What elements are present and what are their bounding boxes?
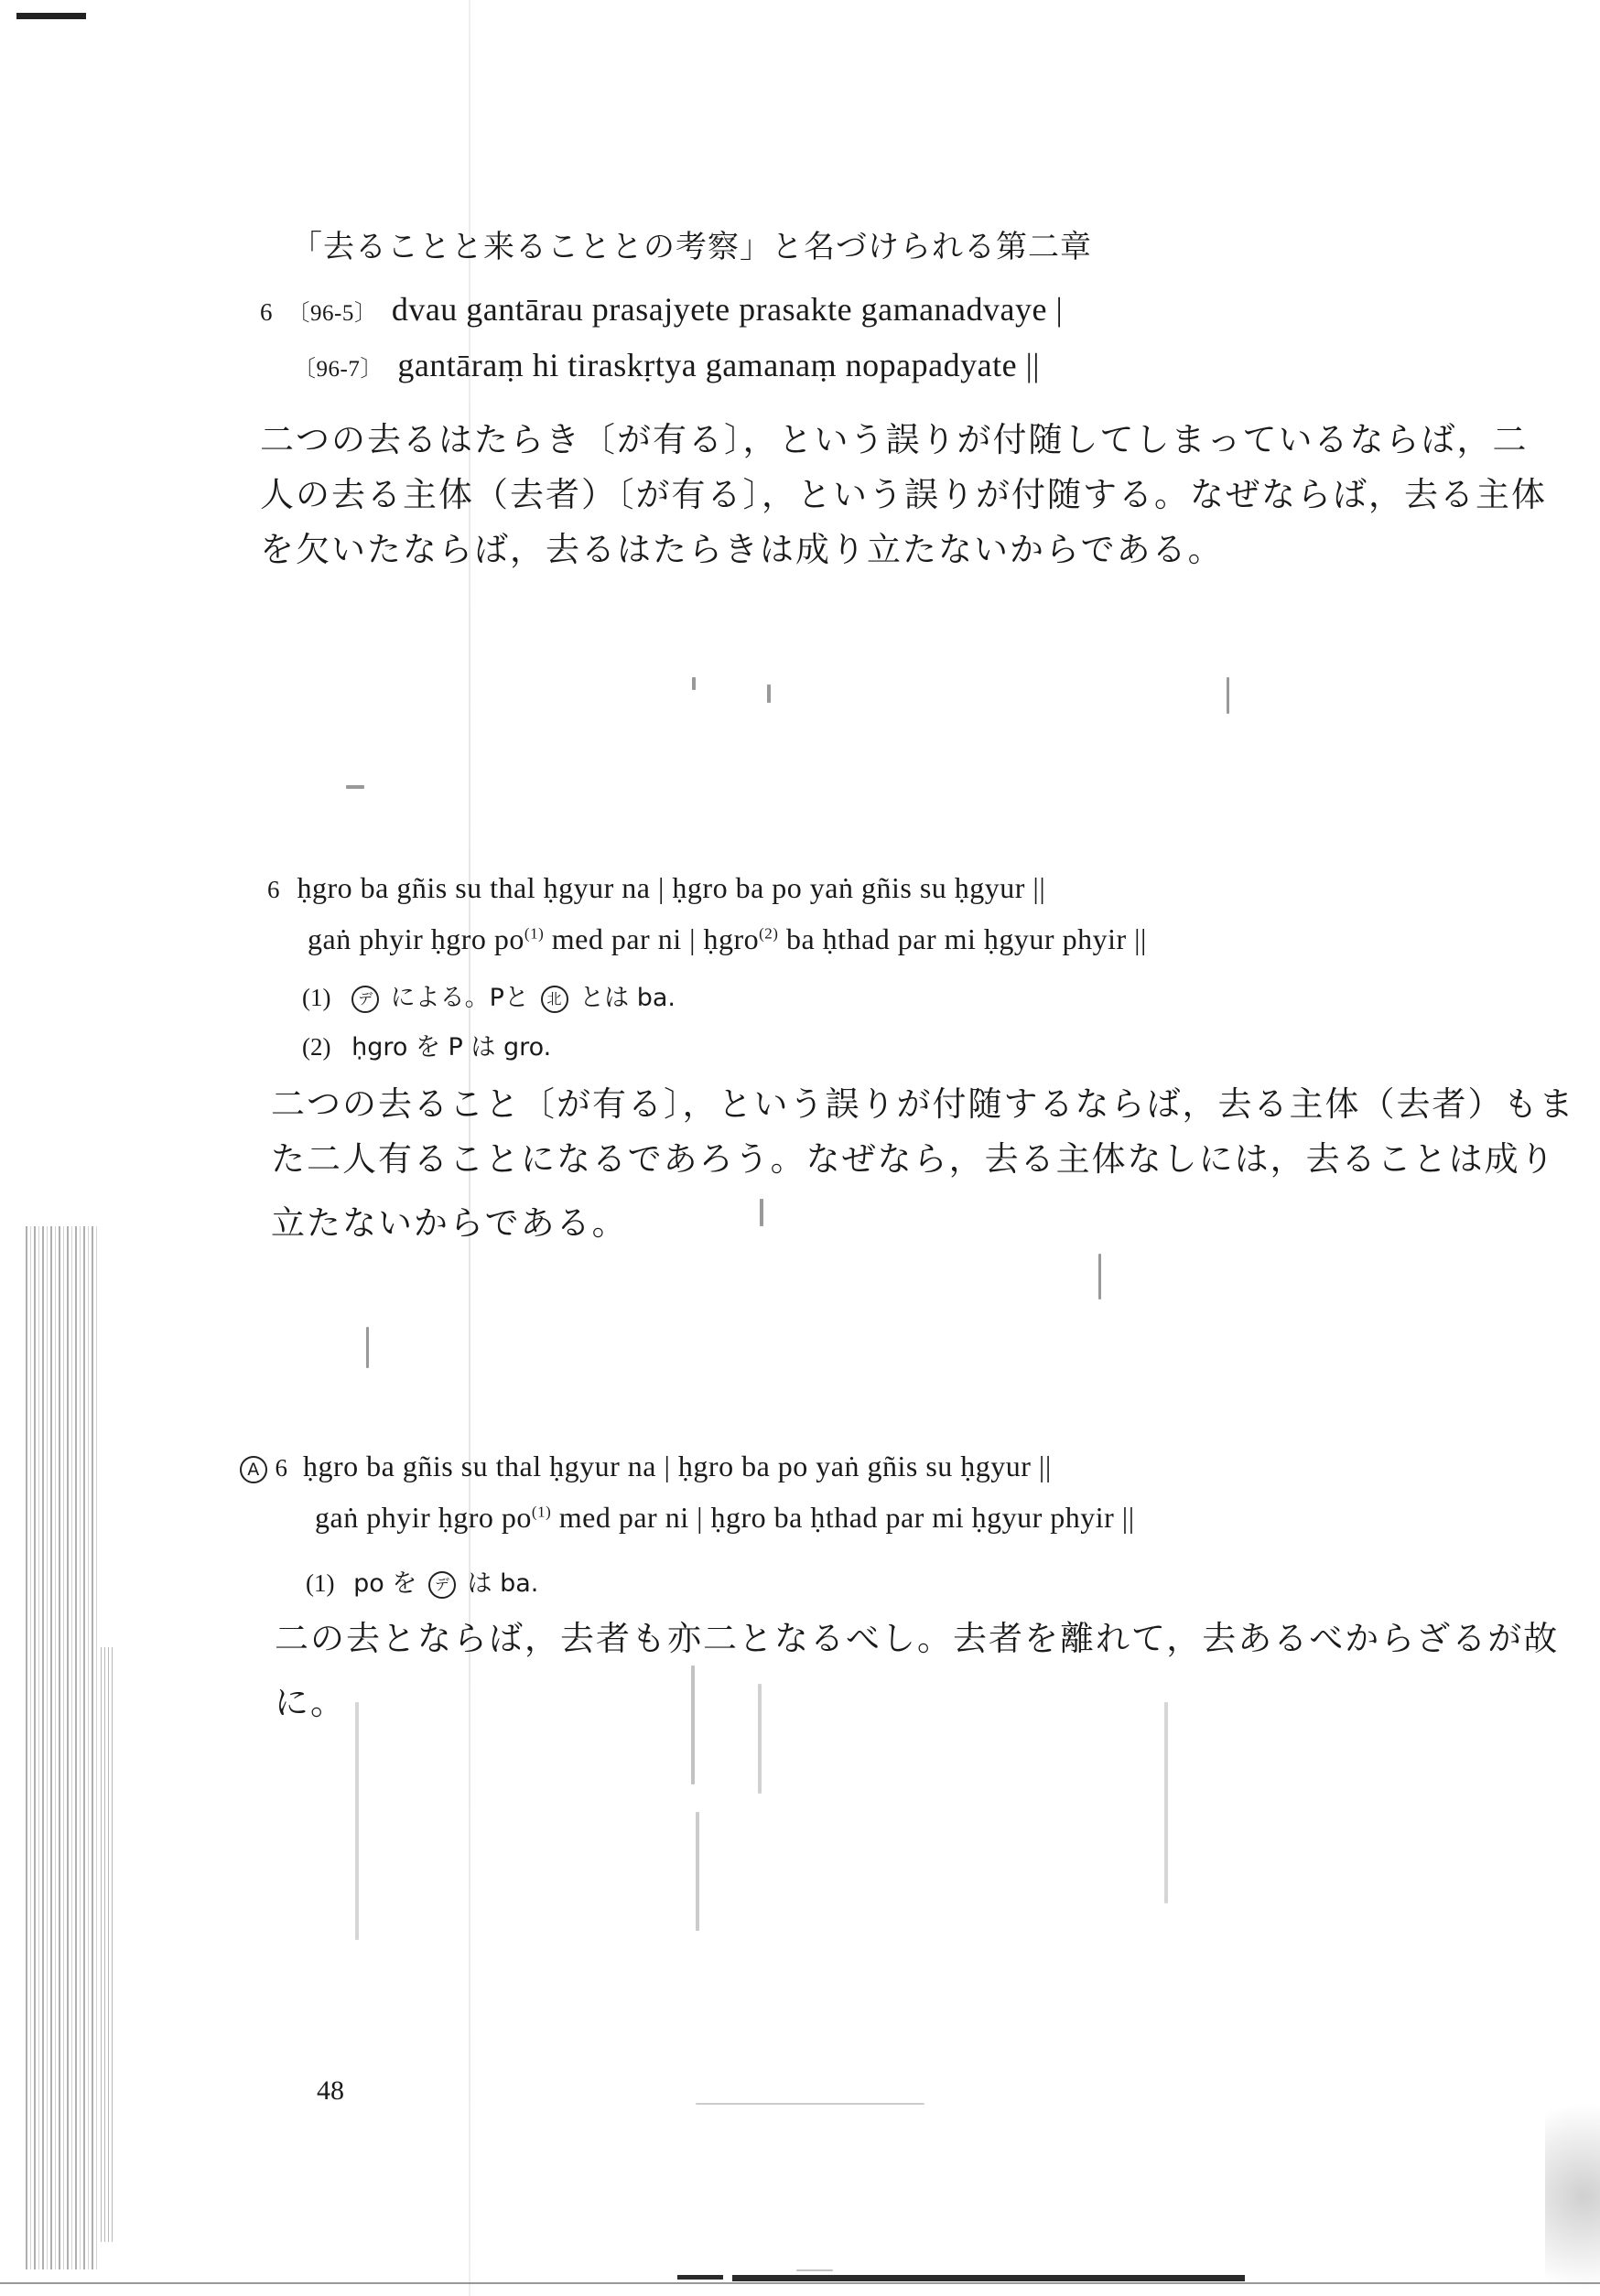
- scan-bottom-rule: [0, 2282, 1600, 2284]
- footnote-1: [306, 1563, 538, 1599]
- sanskrit-line-1: [260, 290, 1063, 329]
- scan-speck: [1227, 677, 1229, 714]
- tibetan-text: gaṅ phyir ḥgro po: [308, 922, 524, 955]
- footnote-ref: (1): [524, 924, 545, 943]
- scan-speck: [796, 2269, 833, 2271]
- footnote-text: po を: [353, 1569, 417, 1598]
- scan-speck: [760, 1199, 763, 1226]
- scan-speck: [1164, 1702, 1168, 1903]
- translation-line: 人の去る主体（去者）〔が有る〕，という誤りが付随する。なぜならば，去る主体: [260, 475, 1547, 514]
- translation-line: 二つの去るはたらき〔が有る〕，という誤りが付随してしまっているならば，二: [260, 420, 1529, 459]
- footnote-2: [302, 1027, 551, 1062]
- scan-edge-shadow: [101, 1647, 114, 2242]
- translation-line: た二人有ることになるであろう。なぜなら，去る主体なしには，去ることは成り: [271, 1139, 1556, 1179]
- scan-speck: [692, 677, 696, 690]
- verse-number: 6: [267, 876, 280, 903]
- scan-speck: [691, 1665, 695, 1784]
- scan-mark: [16, 13, 86, 19]
- alt-tibetan-line-2: [315, 1501, 1135, 1535]
- scan-bottom-bar: [677, 2275, 723, 2280]
- tibetan-text: ḥgro ba gñis su thal ḥgyur na | ḥgro ba po yaṅ gñis su ḥgyur ||: [297, 871, 1046, 904]
- translation-line: 立たないからである。: [271, 1203, 628, 1243]
- tibetan-text: med par ni | ḥgro: [544, 922, 760, 955]
- tibetan-text: med par ni | ḥgro ba ḥthad par mi ḥgyur phyir ||: [551, 1501, 1135, 1534]
- page-number: 48: [317, 2075, 344, 2106]
- circled-siglum: デ: [351, 986, 379, 1013]
- sanskrit-text: gantāraṃ hi tiraskṛtya gamanaṃ nopapadyate ||: [397, 347, 1040, 383]
- tibetan-line-1: [267, 871, 1045, 905]
- verse-reference: 〔96-5〕: [286, 301, 378, 326]
- scan-speck: [758, 1684, 762, 1794]
- scan-speck: [355, 1702, 359, 1940]
- verse-number: 6: [275, 1454, 288, 1482]
- verse-reference: 〔96-7〕: [293, 357, 384, 382]
- footnote-ref: (2): [759, 924, 779, 943]
- chapter-title: 「去ることと来ることとの考察」と名づけられる第二章: [291, 229, 1092, 265]
- translation-line: 二つの去ること〔が有る〕，という誤りが付随するならば，去る主体（去者）もま: [271, 1084, 1575, 1124]
- sanskrit-text: dvau gantārau prasajyete prasakte gamanadvaye |: [391, 291, 1064, 328]
- translation-line: に。: [275, 1683, 346, 1722]
- scan-noise: [1545, 2059, 1600, 2288]
- sanskrit-line-2: [293, 346, 1040, 384]
- translation-line: 二の去とならば，去者も亦二となるべし。去者を離れて，去あるべからざるが故: [275, 1619, 1560, 1658]
- translation-line: を欠いたならば，去るはたらきは成り立たないからである。: [260, 530, 1224, 569]
- scan-speck: [346, 785, 364, 789]
- scan-edge-shadow: [26, 1226, 99, 2269]
- footnote-label: (2): [302, 1033, 331, 1061]
- footnote-text: ḥgro を P は gro.: [351, 1033, 552, 1062]
- scan-speck: [696, 2103, 924, 2105]
- circled-marker: A: [240, 1456, 267, 1483]
- alt-tibetan-line-1: [240, 1450, 1052, 1483]
- footnote-text: は ba.: [467, 1569, 539, 1598]
- tibetan-text: gaṅ phyir ḥgro po: [315, 1501, 532, 1534]
- footnote-1: [302, 977, 676, 1013]
- scan-speck: [767, 684, 771, 703]
- footnote-label: (1): [302, 984, 331, 1011]
- tibetan-line-2: [308, 922, 1147, 956]
- footnote-text: とは ba.: [579, 984, 676, 1012]
- scan-speck: [366, 1327, 369, 1368]
- verse-number: 6: [260, 298, 273, 326]
- footnote-ref: (1): [531, 1503, 552, 1521]
- scan-speck: [696, 1812, 699, 1931]
- tibetan-text: ba ḥthad par mi ḥgyur phyir ||: [778, 922, 1147, 955]
- tibetan-text: ḥgro ba gñis su thal ḥgyur na | ḥgro ba po yaṅ gñis su ḥgyur ||: [303, 1450, 1052, 1482]
- footnote-label: (1): [306, 1569, 335, 1597]
- scan-bottom-bar: [732, 2275, 1245, 2281]
- circled-siglum: 北: [541, 986, 568, 1013]
- footnote-text: による。Pと: [390, 984, 529, 1012]
- circled-siglum: デ: [428, 1571, 456, 1599]
- scan-speck: [1098, 1254, 1101, 1299]
